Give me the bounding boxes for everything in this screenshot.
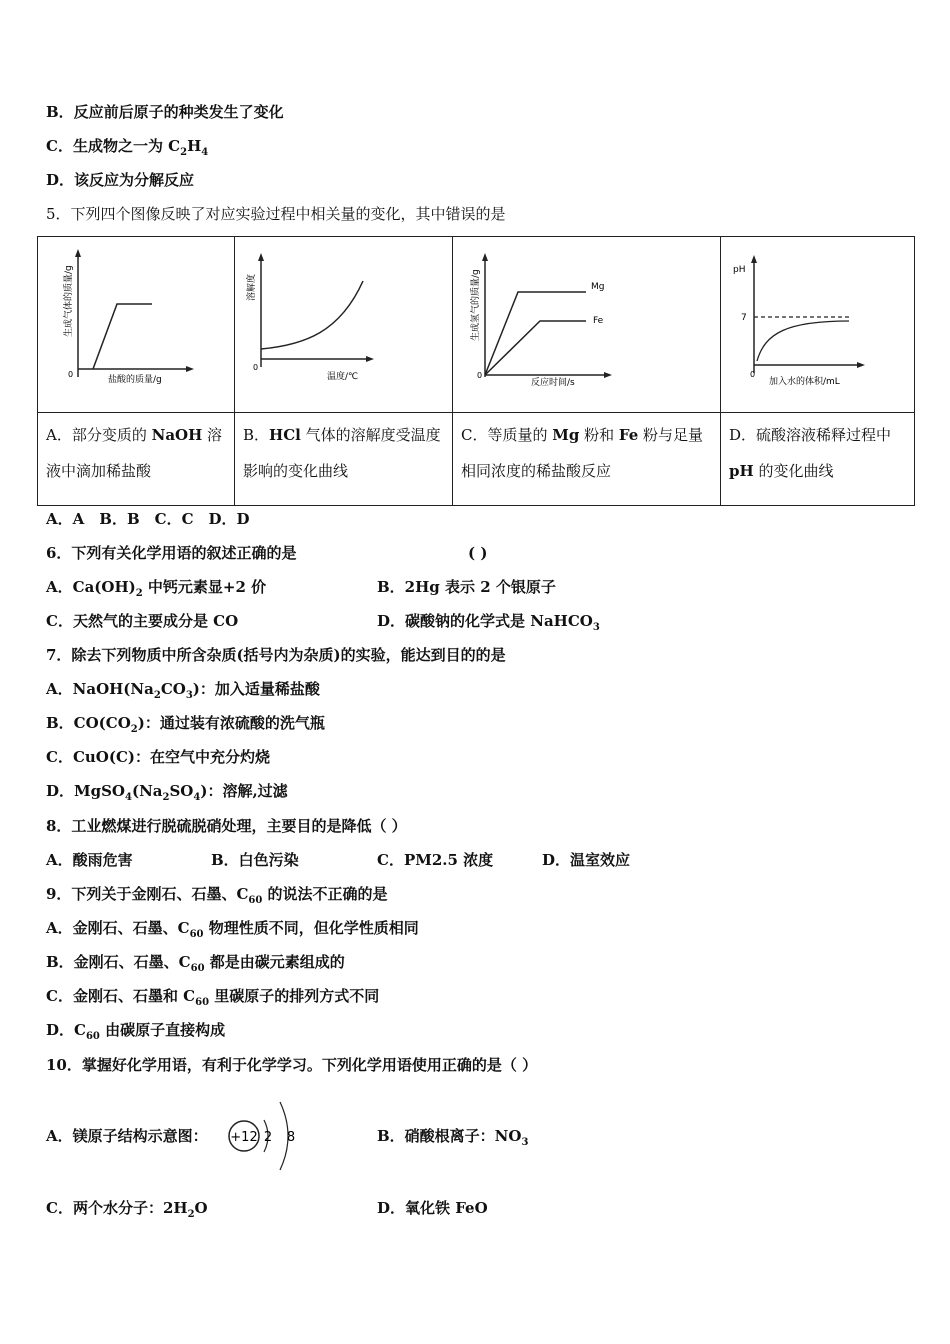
q7-option-c: C．CuO(C)：在空气中充分灼烧 [46,748,270,766]
graph-a-xlabel: 盐酸的质量/g [108,375,162,385]
q10-stem: 10．掌握好化学用语，有利于化学学习。下列化学用语使用正确的是（ ） [46,1056,538,1074]
q8-option-a: A．酸雨危害 [46,851,133,869]
graph-d-origin: 0 [750,370,756,379]
q4-option-d: D．该反应为分解反应 [46,171,195,189]
q8-option-b: B．白色污染 [211,851,299,869]
graph-c-mg-label: Mg [591,282,605,292]
graph-a-cell [38,237,235,413]
q6-option-b: B．2Hg 表示 2 个银原子 [377,578,556,596]
q6-option-c: C．天然气的主要成分是 CO [46,612,239,630]
caption-b: B．HCl 气体的溶解度受温度影响的变化曲线 [235,413,453,506]
graph-a-ylabel: 生成气体的质量/g [64,265,74,337]
q5-graph-table [37,236,915,506]
graph-b [235,237,453,408]
q7-stem: 7．除去下列物质中所含杂质(括号内为杂质)的实验，能达到目的的是 [46,646,506,664]
electron-shell-1-count: 2 [263,1130,273,1145]
graph-b-xlabel: 温度/℃ [327,372,359,382]
graph-c-cell [453,237,721,413]
graph-c-ylabel: 生成氢气的质量/g [471,269,481,341]
q4-option-c: C．生成物之一为 $C_2H_4$ [46,137,209,158]
caption-d: D．硫酸溶液稀释过程中 pH 的变化曲线 [721,413,915,506]
q7-option-d: D．$MgSO_4(Na_2SO_4)$：溶解,过滤 [46,782,288,803]
graph-c-fe-label: Fe [593,316,604,326]
q6-option-a: A．$Ca(OH)_2$ 中钙元素显+2 价 [46,578,267,599]
q10-option-b: B．硝酸根离子：$NO_3$ [377,1127,529,1148]
graph-d-tick7: 7 [741,313,747,323]
q9-option-b: B．金刚石、石墨、$C_{60}$ 都是由碳元素组成的 [46,953,345,974]
q5-answer-options: A．A B．B C．C D．D [46,510,250,528]
graph-d-cell [721,237,915,413]
q5-stem: 5．下列四个图像反映了对应实验过程中相关量的变化，其中错误的是 [46,205,506,223]
q7-option-a: A．$NaOH(Na_2CO_3)$：加入适量稀盐酸 [46,680,320,701]
graph-d-curve [757,321,849,361]
q4-option-b: B．反应前后原子的种类发生了变化 [46,103,284,121]
q10-option-a: A．镁原子结构示意图： [46,1127,208,1145]
graph-b-curve [261,281,363,349]
graph-d-ylabel: pH [733,265,746,275]
mg-atom-structure-diagram [222,1092,306,1178]
q10-option-c: C．两个水分子：$2H_2O$ [46,1199,208,1220]
q7-option-b: B．$CO(CO_2)$：通过装有浓硫酸的洗气瓶 [46,714,325,735]
graph-c [453,237,721,408]
graph-a-origin: 0 [68,370,74,379]
q6-option-d: D．碳酸钠的化学式是 NaHCO$_3$ [377,612,600,633]
graph-b-ylabel: 溶解度 [247,273,257,301]
q8-option-c: C．PM2.5 浓度 [377,851,494,869]
graph-b-origin: 0 [253,363,259,372]
graph-c-mg-line [485,292,586,375]
graph-a [38,237,235,408]
q10-option-d: D．氧化铁 FeO [377,1199,488,1217]
q6-stem: 6．下列有关化学用语的叙述正确的是 [46,544,297,562]
q6-paren: ( ) [468,544,488,562]
q8-stem: 8．工业燃煤进行脱硫脱硝处理，主要目的是降低（ ） [46,817,407,835]
q9-option-a: A．金刚石、石墨、$C_{60}$ 物理性质不同，但化学性质相同 [46,919,419,940]
graph-d-xlabel: 加入水的体积/mL [769,377,840,387]
atom-nucleus-charge: +12 [230,1130,258,1145]
q9-option-c: C．金刚石、石墨和 $C_{60}$ 里碳原子的排列方式不同 [46,987,380,1008]
electron-shell-2-count: 8 [286,1130,296,1145]
graph-c-origin: 0 [477,371,483,380]
caption-a: A．部分变质的 NaOH 溶液中滴加稀盐酸 [38,413,235,506]
q8-option-d: D．温室效应 [542,851,631,869]
caption-c: C．等质量的 Mg 粉和 Fe 粉与足量相同浓度的稀盐酸反应 [453,413,721,506]
q9-option-d: D．$C_{60}$ 由碳原子直接构成 [46,1021,226,1042]
graph-c-fe-line [485,321,586,375]
graph-a-curve [93,304,152,369]
graph-b-cell [235,237,453,413]
q9-stem: 9．下列关于金刚石、石墨、$C_{60}$ 的说法不正确的是 [46,885,388,906]
graph-d [721,237,915,408]
graph-c-xlabel: 反应时间/s [531,378,575,388]
